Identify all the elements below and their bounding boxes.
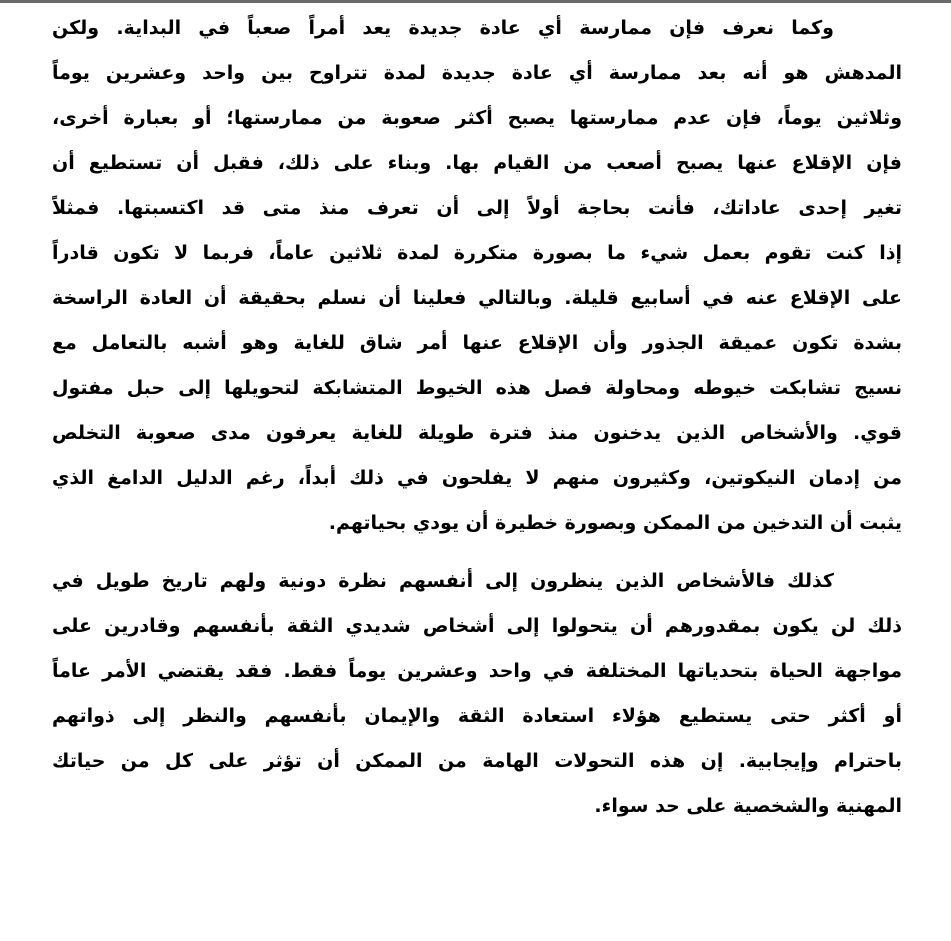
text-line: أو أكثر حتى يستطيع هؤلاء استعادة الثقة والإيمان بأنفسهم والنظر إلى ذواتهم [52, 705, 902, 727]
text-line: كذلك فالأشخاص الذين ينظرون إلى أنفسهم نظرة دونية ولهم تاريخ طويل في [52, 570, 834, 592]
text-line: نسيج تشابكت خيوطه ومحاولة فصل هذه الخيوط المتشابكة لتحويلها إلى حبل مفتول [52, 377, 902, 399]
text-line: باحترام وإيجابية. إن هذه التحولات الهامة من الممكن أن تؤثر على كل من حياتك [52, 750, 902, 772]
text-line: المهنية والشخصية على حد سواء. [594, 795, 902, 817]
top-border [0, 0, 951, 3]
text-line: إذا كنت تقوم بعمل شيء ما بصورة متكررة لمدة ثلاثين عاماً، فربما لا تكون قادراً [52, 242, 902, 264]
text-line: قوي. والأشخاص الذين يدخنون منذ فترة طويلة للغاية يعرفون مدى صعوبة التخلص [52, 422, 902, 444]
text-line: المدهش هو أنه بعد ممارسة أي عادة جديدة لمدة تتراوح بين واحد وعشرين يوماً [52, 62, 902, 84]
text-line: على الإقلاع عنه في أسابيع قليلة. وبالتالي فعلينا أن نسلم بحقيقة أن العادة الراسخة [52, 287, 902, 309]
paragraph-1 [52, 6, 902, 546]
text-line: من إدمان النيكوتين، وكثيرون منهم لا يفلحون في ذلك أبداً، رغم الدليل الدامغ الذي [52, 467, 902, 489]
text-line: وثلاثين يوماً، فإن عدم ممارستها يصبح أكثر صعوبة من ممارستها؛ أو بعبارة أخرى، [52, 107, 902, 129]
text-line: مواجهة الحياة بتحدياتها المختلفة في واحد وعشرين يوماً فقط. فقد يقتضي الأمر عاماً [52, 660, 902, 682]
paragraph-2 [52, 559, 902, 829]
text-line: وكما نعرف فإن ممارسة أي عادة جديدة يعد أمراً صعباً في البداية. ولكن [52, 17, 834, 39]
text-line: ذلك لن يكون بمقدورهم أن يتحولوا إلى أشخاص شديدي الثقة بأنفسهم وقادرين على [52, 615, 902, 637]
document-page [52, 6, 902, 829]
text-line: بشدة تكون عميقة الجذور وأن الإقلاع عنها أمر شاق للغاية وهو أشبه بالتعامل مع [52, 332, 902, 354]
text-line: تغير إحدى عاداتك، فأنت بحاجة أولاً إلى أن تعرف منذ متى قد اكتسبتها. فمثلاً [52, 197, 902, 219]
text-line: يثبت أن التدخين من الممكن وبصورة خطيرة أن يودي بحياتهم. [328, 512, 902, 534]
text-line: فإن الإقلاع عنها يصبح أصعب من القيام بها. وبناء على ذلك، فقبل أن تستطيع أن [52, 152, 902, 174]
